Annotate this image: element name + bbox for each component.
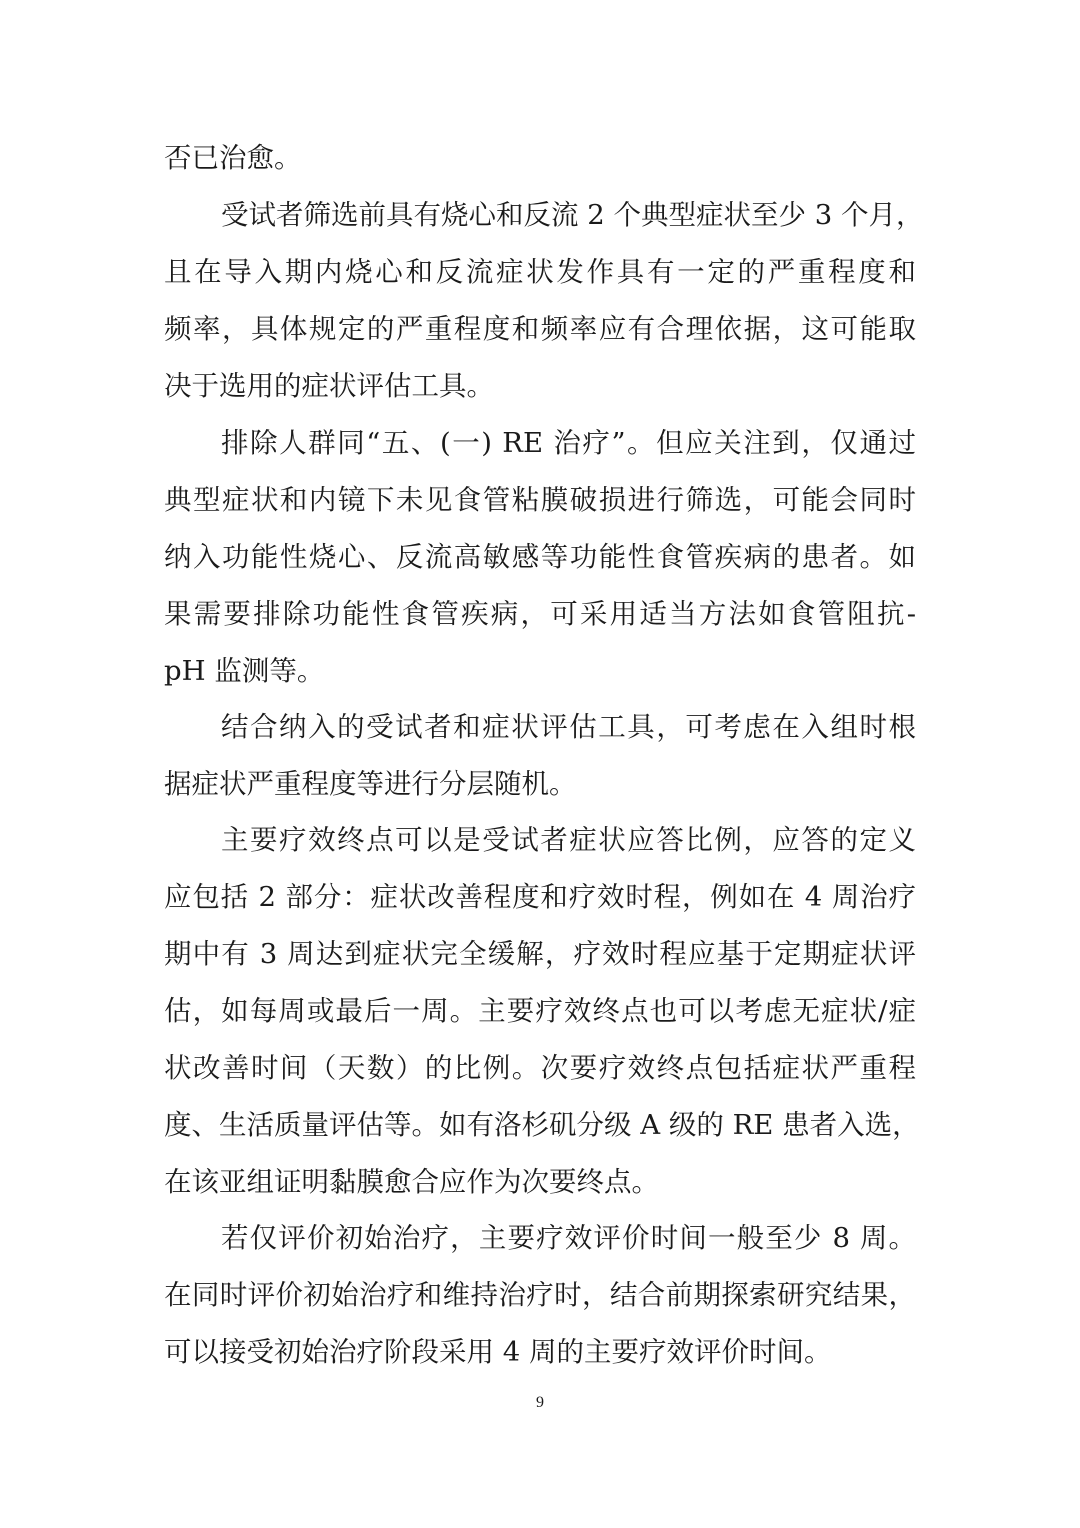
paragraph-3-line-3: 纳入功能性烧心、反流高敏感等功能性食管疾病的患者。如 xyxy=(164,541,916,573)
paragraph-5-line-5: 状改善时间（天数）的比例。次要疗效终点包括症状严重程 xyxy=(164,1052,916,1084)
paragraph-5-line-7: 在该亚组证明黏膜愈合应作为次要终点。 xyxy=(164,1166,659,1198)
paragraph-5-line-4: 估，如每周或最后一周。主要疗效终点也可以考虑无症状/症 xyxy=(164,995,916,1027)
paragraph-2-line-1: 受试者筛选前具有烧心和反流 2 个典型症状至少 3 个月， xyxy=(221,199,924,231)
paragraph-2-line-4: 决于选用的症状评估工具。 xyxy=(164,370,494,402)
paragraph-6-line-2: 在同时评价初始治疗和维持治疗时，结合前期探索研究结果， xyxy=(164,1279,916,1311)
paragraph-5-line-3: 期中有 3 周达到症状完全缓解，疗效时程应基于定期症状评 xyxy=(164,938,916,970)
paragraph-4-line-1: 结合纳入的受试者和症状评估工具，可考虑在入组时根 xyxy=(221,711,916,743)
paragraph-6-line-1: 若仅评价初始治疗，主要疗效评价时间一般至少 8 周。 xyxy=(221,1222,916,1254)
paragraph-5-line-6: 度、生活质量评估等。如有洛杉矶分级 A 级的 RE 患者入选， xyxy=(164,1109,920,1141)
paragraph-3-line-5: pH 监测等。 xyxy=(164,655,325,687)
paragraph-5-line-1: 主要疗效终点可以是受试者症状应答比例，应答的定义 xyxy=(221,824,916,856)
page-number: 9 xyxy=(536,1394,544,1411)
paragraph-3-line-4: 果需要排除功能性食管疾病，可采用适当方法如食管阻抗- xyxy=(164,598,916,630)
paragraph-2-line-2: 且在导入期内烧心和反流症状发作具有一定的严重程度和 xyxy=(164,256,916,288)
paragraph-3-line-1: 排除人群同“五、(一) RE 治疗”。但应关注到，仅通过 xyxy=(221,427,916,459)
paragraph-2-line-3: 频率，具体规定的严重程度和频率应有合理依据，这可能取 xyxy=(164,313,916,345)
paragraph-5-line-2: 应包括 2 部分：症状改善程度和疗效时程，例如在 4 周治疗 xyxy=(164,881,916,913)
paragraph-1-line-1: 否已治愈。 xyxy=(164,142,302,174)
paragraph-3-line-2: 典型症状和内镜下未见食管粘膜破损进行筛选，可能会同时 xyxy=(164,484,916,516)
paragraph-4-line-2: 据症状严重程度等进行分层随机。 xyxy=(164,768,577,800)
paragraph-6-line-3: 可以接受初始治疗阶段采用 4 周的主要疗效评价时间。 xyxy=(164,1336,832,1368)
